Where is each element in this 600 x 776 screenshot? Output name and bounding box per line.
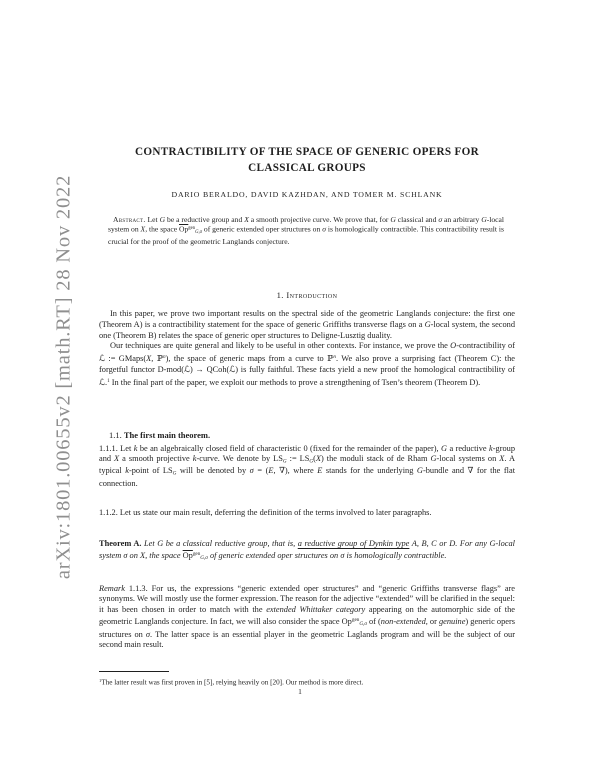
text-run: X — [140, 224, 146, 234]
text-run: σ — [145, 629, 150, 639]
text-run: of generic extended oper structures on — [207, 551, 341, 561]
paragraph-1-1-1 — [99, 444, 515, 489]
paragraph-1-1-2 — [99, 508, 515, 518]
text-run: , the space — [145, 551, 183, 561]
text-run: a smooth projective curve. We prove that, for — [248, 215, 391, 224]
text-run: G — [489, 539, 496, 548]
text-run: of ( — [366, 617, 381, 627]
remark-1-1-3 — [99, 584, 515, 651]
text-run: 1.1.1. Let — [99, 444, 134, 453]
text-run: gen — [188, 226, 196, 232]
text-run: will be denoted by — [176, 466, 250, 476]
text-run: G — [416, 466, 423, 476]
text-run: G — [309, 458, 314, 465]
footnote — [99, 676, 515, 687]
text-run: stands for the underlying — [322, 466, 417, 476]
text-run: -local system — [99, 539, 515, 561]
text-run: . We also prove a surprising fact (Theorem C): the forgetful functor D-mod(ℒ) → QCoh(ℒ) is fully faithful. These facts yield a new proof the homological contractibility of ℒ. — [99, 354, 516, 387]
text-run: O — [450, 341, 457, 351]
text-run: k — [489, 444, 493, 453]
text-run: The first main theorem. — [123, 430, 211, 440]
text-run: -group and — [99, 444, 515, 463]
text-run: n — [163, 354, 166, 361]
text-run: genuine — [438, 617, 466, 627]
text-run: , ∇), where — [273, 466, 318, 476]
text-run: G — [282, 458, 287, 465]
text-run: an arbitrary — [442, 215, 482, 224]
text-run: of generic extended oper structures on — [202, 224, 323, 234]
text-run: G,σ — [195, 229, 202, 235]
text-run: . A typical — [99, 454, 515, 476]
text-run: -point of LS — [128, 466, 173, 476]
text-run: X — [244, 215, 249, 224]
text-run: is homologically contractible. This contractibility result is crucial for the proof of the geometric Langlands conjecture. — [108, 224, 504, 247]
section-number: 1. — [276, 290, 284, 300]
text-run: . The latter space is an essential player in the geometric Laglands program and will be the subject of our second main result. — [99, 629, 515, 650]
text-run: σ — [249, 466, 254, 476]
text-run: σ — [322, 224, 326, 234]
text-run: extended Whittaker category — [266, 604, 366, 614]
paragraph-techniques — [99, 341, 515, 388]
text-run: := LS — [286, 454, 310, 463]
title-line-2: CLASSICAL GROUPS — [248, 162, 366, 175]
text-run: 1.1. — [109, 430, 124, 440]
text-run: E — [268, 466, 274, 476]
text-run: Abstract. — [113, 215, 146, 224]
text-run: 1 — [99, 678, 102, 683]
theorem-a — [99, 539, 515, 564]
text-run: G,σ — [359, 621, 367, 628]
text-run: gen — [351, 617, 360, 624]
text-run: , the space — [145, 224, 180, 234]
text-run: ), the space of generic maps from a curve to ℙ — [165, 354, 334, 364]
page-number: 1 — [298, 687, 302, 696]
text-run: gen — [192, 551, 201, 558]
text-run: G — [390, 215, 396, 224]
text-run: 1.1.2. Let us state our main result, deferring the definition of the terms involved to later paragraphs. — [99, 508, 432, 517]
text-run: , or — [425, 617, 439, 627]
text-run: σ — [123, 551, 128, 561]
text-run: ( — [313, 454, 316, 463]
text-run: The latter result was first proven in [5], relying heavily on [20]. Our method is more direct. — [101, 678, 364, 687]
text-run: E — [317, 466, 323, 476]
text-run: In this paper, we prove two important results on the spectral side of the geometric Langlands conjecture: the first one (Theorem A) is a contractibility statement for the space of generic Griffiths transverse flags on a — [99, 309, 515, 329]
paper-authors: DARIO BERALDO, DAVID KAZHDAN, AND TOMER M. SCHLANK — [171, 190, 443, 199]
text-run: X — [114, 454, 120, 463]
text-run: 1.1.3. For us, the expressions “generic extended oper structures” and “generic Griffiths transverse flags” are synonyms. We will mostly use the former expression. The reason for the adjective “extended” will be clarified in the sequel: it has been chosen in order to match with the — [99, 584, 515, 614]
text-run: -contractibility of ℒ := GMaps( — [99, 341, 516, 364]
text-run: n — [333, 354, 336, 361]
text-run: Theorem A. — [99, 539, 142, 548]
text-run: σ — [340, 551, 345, 561]
introduction-paragraphs — [99, 309, 515, 388]
text-run: ) the moduli stack of de Rham — [321, 454, 431, 463]
text-run: In the final part of the paper, we exploit our methods to prove a strengthening of Tsen’s theorem (Theorem D). — [109, 377, 481, 387]
text-run: -local systems on — [436, 454, 500, 463]
text-run: Remark — [99, 584, 125, 593]
text-run: G — [430, 454, 437, 463]
text-run: -bundle and ∇ for the flat connection. — [99, 466, 516, 488]
text-run: G,σ — [200, 555, 208, 562]
text-run: non-extended — [380, 617, 426, 627]
text-run: classical and — [395, 215, 439, 224]
abstract — [108, 215, 504, 246]
text-run: on — [127, 551, 140, 561]
section-heading-introduction — [99, 290, 515, 300]
paragraph-overview — [99, 309, 515, 341]
text-run: appearing on the automorphic side of the geometric Langlands conjecture. In fact, we will also consider the space Op — [99, 604, 515, 627]
text-run: be a reductive group and — [165, 215, 245, 224]
text-run: a smooth projective — [119, 454, 193, 463]
text-run: a reductive — [447, 444, 490, 453]
text-run: -curve. We denote by LS — [196, 454, 283, 463]
text-run: is homologically contractible. — [344, 551, 447, 561]
subsection-heading-1-1 — [99, 430, 515, 440]
text-run: G — [172, 470, 177, 477]
text-run: be a classical reductive group, that is, — [163, 539, 298, 548]
section-title: Introduction — [286, 290, 338, 300]
text-run: -local system, the second one (Theorem B) relates the space of generic oper structures to Deligne-Lusztig duality. — [99, 319, 515, 340]
text-run: $\overline{Op}$ — [179, 224, 189, 234]
text-run: $\overline{Op}$ — [182, 551, 193, 561]
text-run: G — [157, 539, 164, 548]
text-run: G — [159, 215, 166, 224]
text-run: G — [481, 215, 487, 224]
text-run: X — [315, 454, 322, 463]
text-run: σ — [438, 215, 443, 224]
text-run: ) generic opers structures on — [99, 617, 515, 639]
text-run: , ℙ — [151, 354, 164, 364]
text-run: -local system on — [108, 215, 504, 234]
text-run: 1 — [107, 377, 110, 384]
footnote-rule — [99, 671, 169, 672]
text-run: Our techniques are quite general and likely to be useful in other contexts. For instance, we prove the — [110, 341, 451, 351]
text-run: Let — [141, 539, 158, 548]
title-line-1: CONTRACTIBILITY OF THE SPACE OF GENERIC OPERS FOR — [134, 146, 480, 158]
text-run: k — [125, 466, 129, 476]
text-run: k — [133, 444, 138, 453]
text-run: a reductive group of Dynkin type — [297, 539, 410, 548]
text-run: G — [424, 319, 431, 329]
text-run: G — [441, 444, 448, 453]
page-title — [99, 144, 515, 176]
text-run: = ( — [253, 466, 269, 476]
text-run: X — [146, 354, 152, 364]
text-run: X — [139, 551, 146, 561]
text-run: A, B, C or D. For any — [409, 539, 490, 548]
arxiv-watermark: arXiv:1801.00655v2 [math.RT] 28 Nov 2022 — [52, 174, 75, 580]
text-run: k — [192, 454, 197, 463]
text-run: X — [499, 454, 505, 463]
text-run: be an algebraically closed field of characteristic 0 (fixed for the remainder of the paper), — [137, 444, 442, 453]
text-run: Let — [145, 215, 160, 224]
